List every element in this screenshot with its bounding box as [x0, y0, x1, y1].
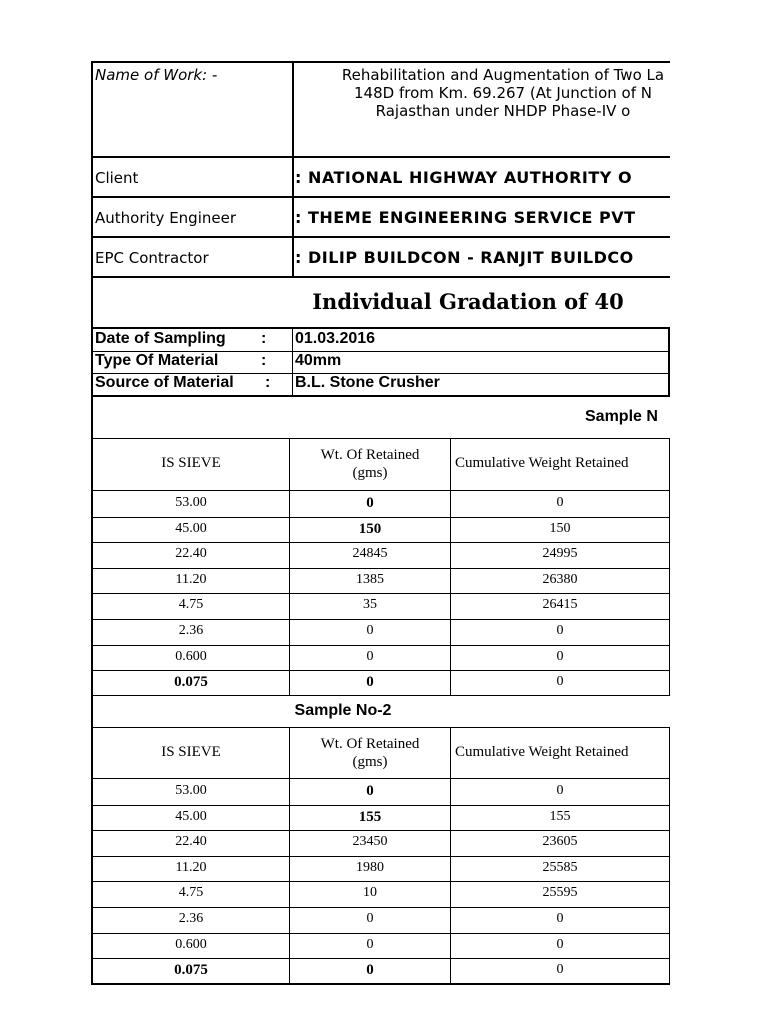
- sample-1-wt-retained-cell: 1385: [356, 571, 384, 587]
- divider: [292, 328, 293, 395]
- sample-2-wt-retained-cell: 0: [366, 936, 374, 952]
- divider: [93, 778, 670, 779]
- sample-2-cumulative-cell: 0: [556, 911, 564, 926]
- type-of-material-value: 40mm: [295, 352, 342, 369]
- sample-1-sieve-cell: 45.00: [175, 520, 207, 536]
- date-of-sampling-label: Date of Sampling: [95, 330, 226, 347]
- divider: [450, 438, 451, 695]
- row-divider: [93, 568, 670, 569]
- sample-2-wt-retained-cell: 0: [366, 783, 374, 799]
- sample-2-wt-header-line-1: Wt. Of Retained: [320, 736, 420, 752]
- page-title: Individual Gradation of 40: [312, 289, 624, 314]
- sample-2-wt-retained-cell: 10: [363, 885, 377, 901]
- authority-engineer-value: : THEME ENGINEERING SERVICE PVT: [295, 208, 636, 227]
- sample-2-wt-retained-cell: 0: [366, 911, 374, 926]
- sample-1-cumulative-cell: 26415: [542, 597, 578, 613]
- sample-2-wt-header-line-2: (gms): [352, 754, 388, 770]
- row-divider: [93, 805, 670, 806]
- sample-1-wt-retained-cell: 0: [366, 648, 374, 664]
- sample-2-title: Sample No-2: [294, 702, 392, 719]
- source-of-material-colon: :: [265, 374, 271, 391]
- row-divider: [93, 645, 670, 646]
- epc-contractor-value: : DILIP BUILDCON - RANJIT BUILDCO: [295, 248, 634, 267]
- sample-2-sieve-cell: 0.075: [174, 962, 208, 979]
- divider: [93, 276, 670, 278]
- source-of-material-label: Source of Material: [95, 374, 234, 391]
- divider: [289, 438, 290, 695]
- sample-1-sieve-header: IS SIEVE: [161, 455, 221, 471]
- sample-2-sieve-header: IS SIEVE: [161, 744, 221, 760]
- sample-1-cumulative-cell: 0: [556, 674, 564, 690]
- divider: [93, 156, 670, 158]
- row-divider: [93, 619, 670, 620]
- divider: [93, 490, 670, 491]
- row-divider: [93, 933, 670, 934]
- divider: [289, 727, 290, 985]
- sample-1-wt-retained-cell: 0: [366, 674, 374, 691]
- divider: [669, 727, 670, 985]
- divider: [292, 63, 294, 278]
- sample-2-sieve-cell: 0.600: [175, 936, 207, 952]
- sample-2-sieve-cell: 4.75: [178, 885, 204, 901]
- sample-1-wt-retained-cell: 150: [358, 520, 382, 537]
- divider: [93, 983, 670, 985]
- name-of-work-line-1: Rehabilitation and Augmentation of Two La: [341, 66, 665, 84]
- authority-engineer-label: Authority Engineer: [95, 209, 236, 227]
- sample-1-cumulative-cell: 0: [556, 623, 564, 638]
- sample-2-sieve-cell: 11.20: [175, 859, 207, 875]
- sample-1-cumulative-cell: 24995: [542, 546, 578, 562]
- sample-1-wt-retained-cell: 24845: [352, 546, 388, 562]
- row-divider: [93, 958, 670, 959]
- date-of-sampling-colon: :: [261, 330, 267, 347]
- sample-1-cumulative-cell: 26380: [542, 571, 578, 587]
- sample-2-sieve-cell: 45.00: [175, 808, 207, 824]
- sample-1-cumulative-header: Cumulative Weight Retained: [455, 455, 629, 471]
- divider: [93, 327, 670, 329]
- row-divider: [93, 881, 670, 882]
- name-of-work-line-3: Rajasthan under NHDP Phase-IV o: [375, 102, 631, 120]
- sample-2-cumulative-header: Cumulative Weight Retained: [455, 744, 629, 760]
- divider: [93, 438, 670, 439]
- divider: [93, 395, 670, 397]
- sample-1-sieve-cell: 11.20: [175, 571, 207, 587]
- sample-1-cumulative-cell: 0: [556, 648, 564, 664]
- date-of-sampling-value: 01.03.2016: [295, 330, 376, 347]
- sample-1-sieve-cell: 0.600: [175, 648, 207, 664]
- sample-2-cumulative-cell: 0: [556, 962, 564, 978]
- row-divider: [93, 907, 670, 908]
- client-label: Client: [95, 169, 139, 187]
- sample-2-cumulative-cell: 23605: [542, 834, 578, 850]
- sample-1-sieve-cell: 22.40: [175, 546, 207, 562]
- row-divider: [93, 830, 670, 831]
- divider: [93, 236, 670, 238]
- sample-2-wt-retained-cell: 23450: [352, 834, 388, 850]
- sample-1-wt-retained-cell: 0: [366, 495, 374, 511]
- sample-2-sieve-cell: 2.36: [178, 911, 204, 926]
- row-divider: [93, 517, 670, 518]
- divider: [93, 695, 670, 696]
- sample-2-cumulative-cell: 0: [556, 936, 564, 952]
- sample-1-sieve-cell: 4.75: [178, 597, 204, 613]
- source-of-material-value: B.L. Stone Crusher: [295, 374, 440, 391]
- sample-1-wt-retained-cell: 35: [363, 597, 377, 613]
- sample-1-cumulative-cell: 150: [549, 520, 571, 536]
- sample-2-cumulative-cell: 0: [556, 783, 564, 798]
- sample-2-cumulative-cell: 155: [549, 808, 571, 824]
- sample-1-sieve-cell: 0.075: [174, 674, 208, 691]
- sample-2-sieve-cell: 53.00: [175, 783, 207, 798]
- row-divider: [93, 542, 670, 543]
- row-divider: [93, 593, 670, 594]
- sample-2-wt-retained-cell: 1980: [356, 859, 384, 875]
- sample-1-wt-header-line-1: Wt. Of Retained: [320, 447, 420, 463]
- sample-2-cumulative-cell: 25595: [542, 885, 578, 901]
- client-value: : NATIONAL HIGHWAY AUTHORITY O: [295, 168, 633, 187]
- sample-2-wt-retained-cell: 0: [366, 962, 374, 979]
- name-of-work-label: Name of Work: -: [95, 66, 218, 84]
- sample-1-sieve-cell: 53.00: [175, 495, 207, 510]
- divider: [669, 438, 670, 695]
- divider: [668, 328, 670, 395]
- divider: [93, 727, 670, 728]
- type-of-material-label: Type Of Material: [95, 352, 219, 369]
- epc-contractor-label: EPC Contractor: [95, 249, 209, 267]
- type-of-material-colon: :: [261, 352, 267, 369]
- sample-1-wt-header-line-2: (gms): [352, 465, 388, 481]
- name-of-work-line-2: 148D from Km. 69.267 (At Junction of N: [354, 84, 652, 102]
- sample-2-cumulative-cell: 25585: [542, 859, 578, 875]
- sample-2-wt-retained-cell: 155: [358, 808, 382, 825]
- divider: [93, 196, 670, 198]
- sample-1-cumulative-cell: 0: [556, 495, 564, 510]
- divider: [450, 727, 451, 985]
- gradation-sheet: [91, 61, 670, 985]
- sample-2-sieve-cell: 22.40: [175, 834, 207, 850]
- row-divider: [93, 856, 670, 857]
- sample-1-title: Sample N: [585, 408, 658, 425]
- row-divider: [93, 670, 670, 671]
- sample-1-wt-retained-cell: 0: [366, 623, 374, 638]
- sample-1-sieve-cell: 2.36: [178, 623, 204, 638]
